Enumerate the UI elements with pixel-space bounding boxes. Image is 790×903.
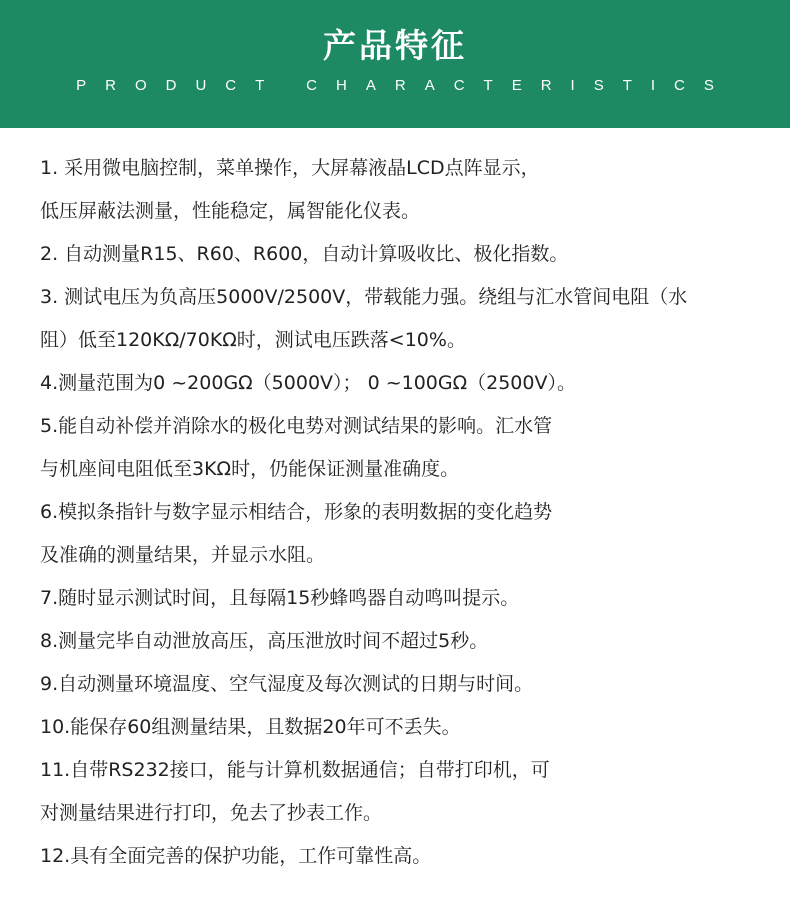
feature-line: 4.测量范围为0 ~200GΩ（5000V）； 0 ~100GΩ（2500V）。 <box>40 372 576 394</box>
feature-line: 对测量结果进行打印，免去了抄表工作。 <box>40 802 383 824</box>
feature-line: 3. 测试电压为负高压5000V/2500V，带载能力强。绕组与汇水管间电阻（水 <box>40 286 688 308</box>
feature-line: 2. 自动测量R15、R60、R600，自动计算吸收比、极化指数。 <box>40 243 569 265</box>
feature-line: 5.能自动补偿并消除水的极化电势对测试结果的影响。汇水管 <box>40 415 553 437</box>
feature-line: 阻）低至120KΩ/70KΩ时，测试电压跌落<10%。 <box>40 329 466 351</box>
feature-line: 低压屏蔽法测量，性能稳定，属智能化仪表。 <box>40 200 421 222</box>
feature-line: 1. 采用微电脑控制，菜单操作，大屏幕液晶LCD点阵显示， <box>40 157 540 179</box>
feature-line: 6.模拟条指针与数字显示相结合，形象的表明数据的变化趋势 <box>40 501 553 523</box>
feature-line: 12.具有全面完善的保护功能，工作可靠性高。 <box>40 845 432 867</box>
page-title: 产品特征 <box>323 26 467 65</box>
page-subtitle: PRODUCT CHARACTERISTICS <box>76 77 733 94</box>
feature-line: 7.随时显示测试时间，且每隔15秒蜂鸣器自动鸣叫提示。 <box>40 587 520 609</box>
feature-line: 8.测量完毕自动泄放高压，高压泄放时间不超过5秒。 <box>40 630 489 652</box>
feature-line: 11.自带RS232接口，能与计算机数据通信；自带打印机，可 <box>40 759 550 781</box>
feature-line: 及准确的测量结果，并显示水阻。 <box>40 544 326 566</box>
feature-line: 9.自动测量环境温度、空气湿度及每次测试的日期与时间。 <box>40 673 534 695</box>
feature-list <box>40 147 770 878</box>
feature-line: 与机座间电阻低至3KΩ时，仍能保证测量准确度。 <box>40 458 460 480</box>
feature-line: 10.能保存60组测量结果，且数据20年可不丢失。 <box>40 716 461 738</box>
header-banner <box>0 0 790 128</box>
